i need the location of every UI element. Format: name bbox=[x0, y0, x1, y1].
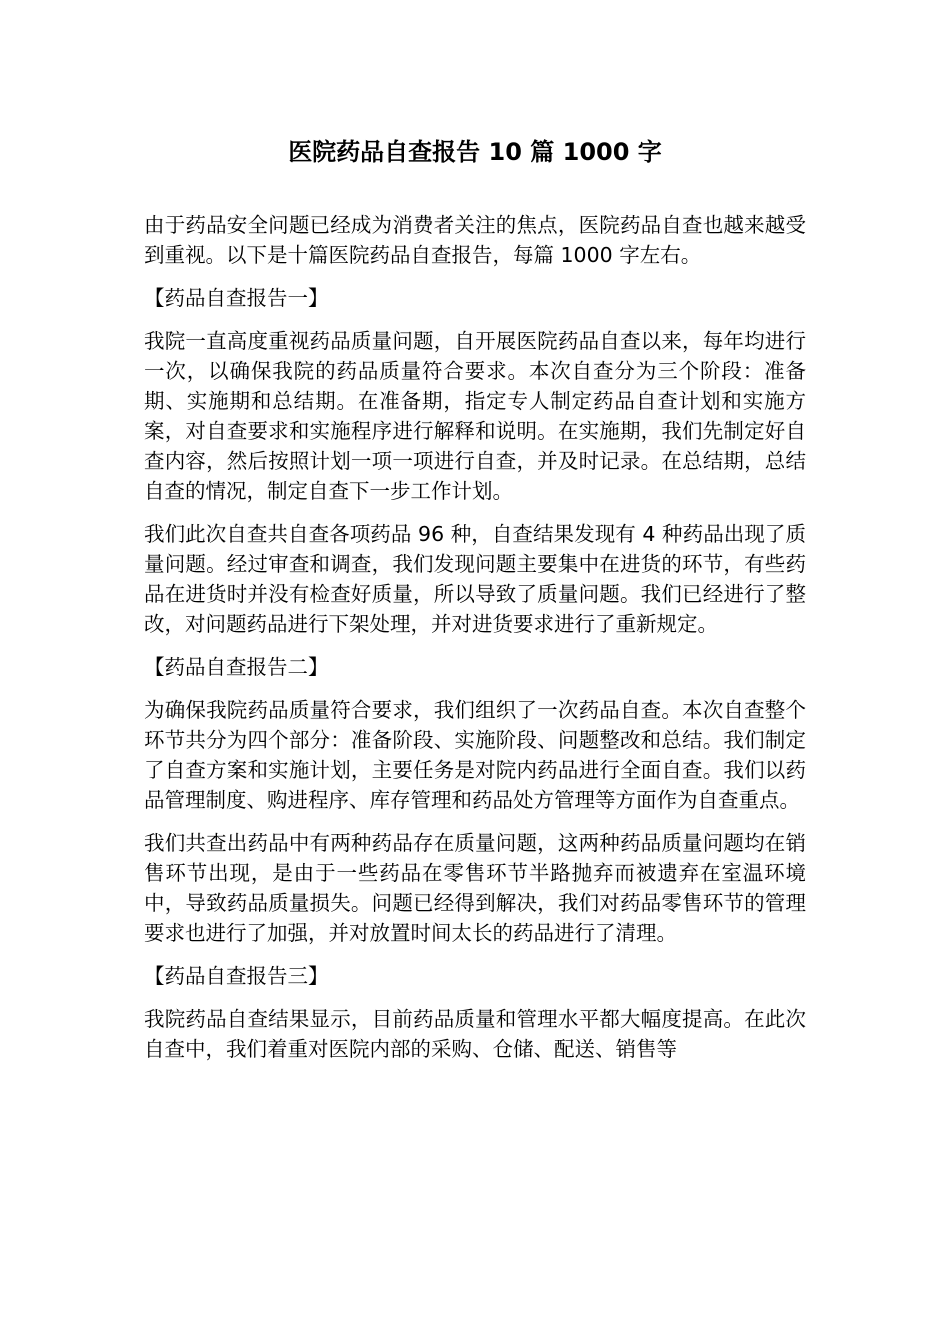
section-heading-report-3: 【药品自查报告三】 bbox=[144, 964, 329, 988]
document-title: 医院药品自查报告 10 篇 1000 字 bbox=[288, 138, 662, 166]
report-2-paragraph-2: 我们共查出药品中有两种药品存在质量问题，这两种药品质量问题均在销售环节出现，是由于一些药品在零售环节半路抛弃而被遗弃在室温环境中，导致药品质量损失。问题已经得到解决，我们对药品零售环节的管理要求也进行了加强，并对放置时间太长的药品进行了清理。 bbox=[144, 831, 806, 945]
report-3-paragraph-1: 我院药品自查结果显示，目前药品质量和管理水平都大幅度提高。在此次自查中，我们着重对医院内部的采购、仓储、配送、销售等 bbox=[144, 1007, 806, 1061]
title-spacer bbox=[144, 178, 806, 210]
report-1-paragraph-1: 我院一直高度重视药品质量问题，自开展医院药品自查以来，每年均进行一次，以确保我院的药品质量符合要求。本次自查分为三个阶段：准备期、实施期和总结期。在准备期，指定专人制定药品自查计划和实施方案，对自查要求和实施程序进行解释和说明。在实施期，我们先制定好自查内容，然后按照计划一项一项进行自查，并及时记录。在总结期，总结自查的情况，制定自查下一步工作计划。 bbox=[144, 329, 806, 503]
section-heading-report-2: 【药品自查报告二】 bbox=[144, 655, 329, 679]
document-body bbox=[144, 126, 806, 1077]
report-1-paragraph-2: 我们此次自查共自查各项药品 96 种，自查结果发现有 4 种药品出现了质量问题。经过审查和调查，我们发现问题主要集中在进货的环节，有些药品在进货时并没有检查好质量，所以导致了质量问题。我们已经进行了整改，对问题药品进行下架处理，并对进货要求进行了重新规定。 bbox=[144, 522, 806, 636]
intro-paragraph: 由于药品安全问题已经成为消费者关注的焦点，医院药品自查也越来越受到重视。以下是十篇医院药品自查报告，每篇 1000 字左右。 bbox=[144, 213, 806, 267]
report-2-paragraph-1: 为确保我院药品质量符合要求，我们组织了一次药品自查。本次自查整个环节共分为四个部分：准备阶段、实施阶段、问题整改和总结。我们制定了自查方案和实施计划，主要任务是对院内药品进行全面自查。我们以药品管理制度、购进程序、库存管理和药品处方管理等方面作为自查重点。 bbox=[144, 698, 806, 812]
section-heading-report-1: 【药品自查报告一】 bbox=[144, 286, 329, 310]
